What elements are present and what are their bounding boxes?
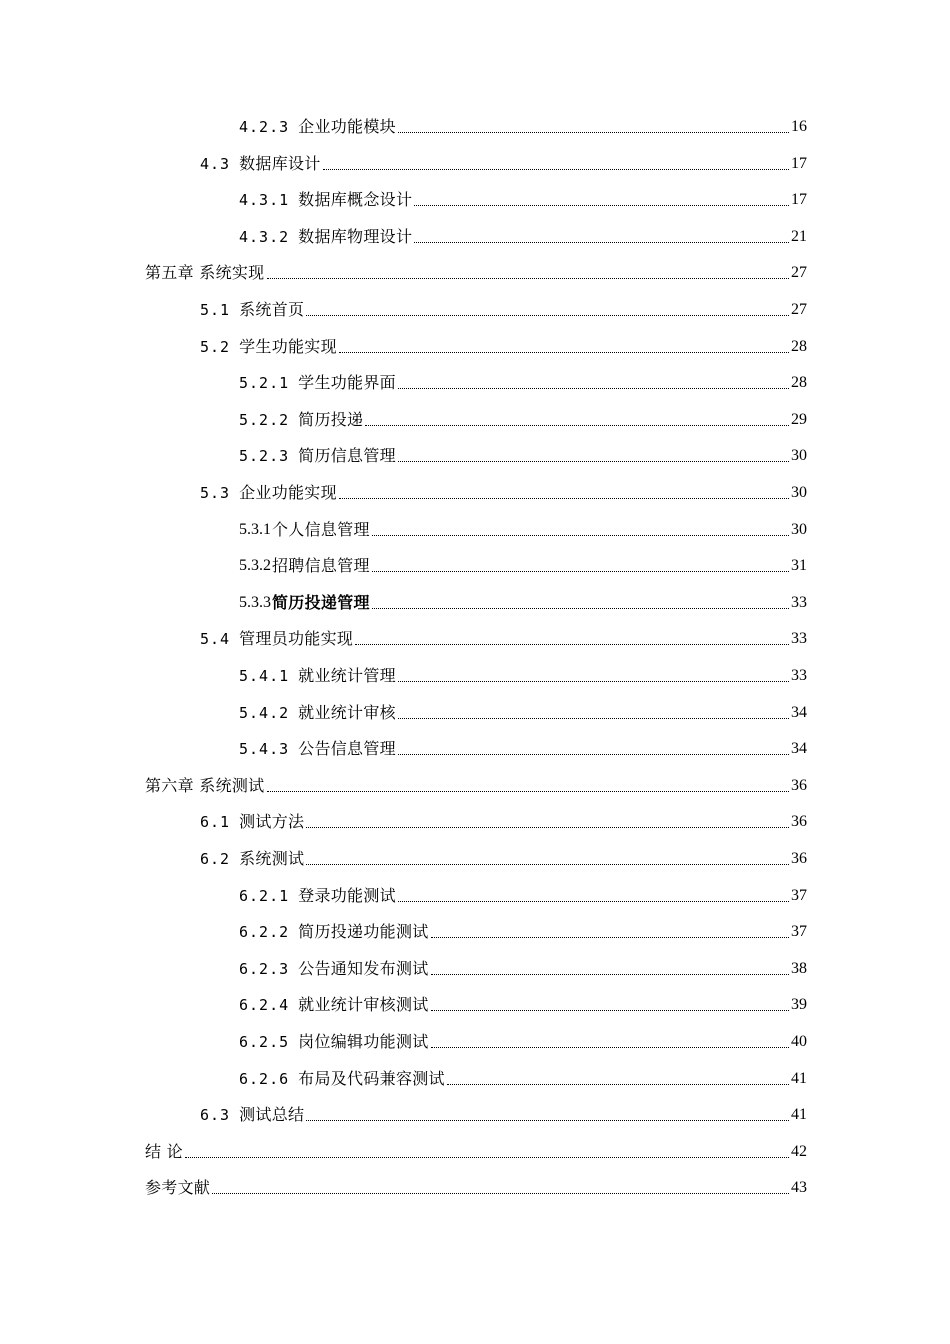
toc-entry-title: 学生功能界面 bbox=[298, 373, 396, 392]
toc-entry-page: 41 bbox=[791, 1070, 807, 1087]
toc-dot-leader bbox=[414, 205, 789, 206]
toc-dot-leader bbox=[306, 1120, 789, 1121]
toc-entry[interactable] bbox=[145, 262, 807, 284]
toc-entry-number: 5.4 bbox=[200, 630, 231, 648]
toc-dot-leader bbox=[212, 1193, 789, 1194]
toc-dot-leader bbox=[323, 169, 789, 170]
toc-entry-page: 28 bbox=[791, 338, 807, 355]
toc-entry-number: 5.4.1 bbox=[239, 667, 290, 685]
toc-dot-leader bbox=[398, 388, 789, 389]
toc-entry-number: 6.2 bbox=[200, 850, 231, 868]
toc-entry-page: 37 bbox=[791, 923, 807, 940]
toc-entry-page: 36 bbox=[791, 850, 807, 867]
toc-entry-title: 岗位编辑功能测试 bbox=[298, 1032, 429, 1051]
toc-entry[interactable] bbox=[239, 738, 807, 760]
toc-entry[interactable] bbox=[239, 921, 807, 943]
toc-dot-leader bbox=[267, 791, 790, 792]
toc-entry-title: 个人信息管理 bbox=[272, 520, 370, 539]
toc-entry-number: 6.2.1 bbox=[239, 887, 290, 905]
toc-entry-page: 36 bbox=[791, 813, 807, 830]
toc-entry-page: 33 bbox=[791, 630, 807, 647]
toc-entry-number: 5.4.3 bbox=[239, 740, 290, 758]
toc-dot-leader bbox=[431, 974, 789, 975]
toc-entry-title: 系统首页 bbox=[239, 300, 305, 319]
toc-dot-leader bbox=[355, 644, 789, 645]
toc-entry-title: 就业统计审核测试 bbox=[298, 995, 429, 1014]
toc-entry-page: 21 bbox=[791, 228, 807, 245]
toc-entry[interactable] bbox=[239, 665, 807, 687]
toc-entry-title: 数据库物理设计 bbox=[298, 227, 413, 246]
toc-dot-leader bbox=[398, 718, 789, 719]
toc-entry-page: 37 bbox=[791, 887, 807, 904]
toc-entry-title: 管理员功能实现 bbox=[239, 629, 354, 648]
toc-entry-number: 5.2.2 bbox=[239, 411, 290, 429]
toc-entry[interactable] bbox=[200, 628, 807, 650]
toc-entry-page: 34 bbox=[791, 740, 807, 757]
toc-entry-page: 17 bbox=[791, 155, 807, 172]
toc-entry[interactable] bbox=[239, 958, 807, 980]
toc-entry[interactable] bbox=[239, 994, 807, 1016]
toc-entry-page: 30 bbox=[791, 484, 807, 501]
toc-dot-leader bbox=[431, 1047, 789, 1048]
toc-entry-title: 简历信息管理 bbox=[298, 446, 396, 465]
toc-entry-title: 数据库概念设计 bbox=[298, 190, 413, 209]
toc-entry-number: 5.3.2 bbox=[239, 557, 271, 574]
toc-entry-number: 5.2.3 bbox=[239, 447, 290, 465]
toc-entry-page: 27 bbox=[791, 301, 807, 318]
toc-entry[interactable] bbox=[145, 775, 807, 797]
toc-entry-page: 16 bbox=[791, 118, 807, 135]
toc-dot-leader bbox=[398, 901, 789, 902]
toc-entry-title: 登录功能测试 bbox=[298, 886, 396, 905]
toc-dot-leader bbox=[372, 608, 789, 609]
toc-entry[interactable] bbox=[239, 372, 807, 394]
toc-entry-number: 4.2.3 bbox=[239, 118, 290, 136]
toc-entry-title: 学生功能实现 bbox=[239, 337, 337, 356]
toc-dot-leader bbox=[372, 535, 789, 536]
toc-entry[interactable] bbox=[239, 555, 807, 577]
toc-entry-title: 系统测试 bbox=[239, 849, 305, 868]
toc-entry-title: 企业功能实现 bbox=[239, 483, 337, 502]
toc-dot-leader bbox=[306, 827, 789, 828]
toc-entry-title: 企业功能模块 bbox=[298, 117, 396, 136]
toc-entry-number: 6.1 bbox=[200, 813, 231, 831]
toc-entry-title: 数据库设计 bbox=[239, 154, 321, 173]
toc-entry-number: 4.3 bbox=[200, 155, 231, 173]
toc-dot-leader bbox=[398, 461, 789, 462]
toc-entry-number: 5.3 bbox=[200, 484, 231, 502]
toc-entry-number: 5.1 bbox=[200, 301, 231, 319]
toc-entry-page: 38 bbox=[791, 960, 807, 977]
toc-dot-leader bbox=[339, 498, 789, 499]
toc-dot-leader bbox=[372, 571, 789, 572]
toc-entry[interactable] bbox=[200, 811, 807, 833]
toc-dot-leader bbox=[185, 1157, 789, 1158]
toc-entry-title: 公告信息管理 bbox=[298, 739, 396, 758]
toc-entry-title: 简历投递功能测试 bbox=[298, 922, 429, 941]
toc-entry-number: 6.2.3 bbox=[239, 960, 290, 978]
toc-entry-page: 29 bbox=[791, 411, 807, 428]
toc-entry[interactable] bbox=[239, 409, 807, 431]
toc-entry-title: 布局及代码兼容测试 bbox=[298, 1069, 445, 1088]
toc-entry[interactable] bbox=[145, 1141, 807, 1163]
toc-entry-number: 4.3.2 bbox=[239, 228, 290, 246]
toc-entry-number: 5.2 bbox=[200, 338, 231, 356]
toc-entry-number: 6.2.5 bbox=[239, 1033, 290, 1051]
toc-dot-leader bbox=[339, 352, 789, 353]
toc-entry-number: 5.2.1 bbox=[239, 374, 290, 392]
toc-entry-title: 就业统计管理 bbox=[298, 666, 396, 685]
toc-entry[interactable] bbox=[239, 519, 807, 541]
toc-entry-title: 简历投递 bbox=[298, 410, 364, 429]
toc-entry-number: 5.3.1 bbox=[239, 521, 271, 538]
toc-entry-page: 40 bbox=[791, 1033, 807, 1050]
toc-entry-title: 公告通知发布测试 bbox=[298, 959, 429, 978]
toc-entry[interactable] bbox=[239, 885, 807, 907]
toc-entry[interactable] bbox=[239, 189, 807, 211]
toc-entry[interactable] bbox=[200, 848, 807, 870]
toc-entry-page: 43 bbox=[791, 1179, 807, 1196]
toc-dot-leader bbox=[306, 315, 789, 316]
toc-entry-number: 5.4.2 bbox=[239, 704, 290, 722]
toc-dot-leader bbox=[365, 425, 789, 426]
toc-entry-number: 6.2.6 bbox=[239, 1070, 290, 1088]
toc-entry-page: 41 bbox=[791, 1106, 807, 1123]
toc-entry-title: 参考文献 bbox=[145, 1178, 211, 1197]
toc-entry-number: 6.3 bbox=[200, 1106, 231, 1124]
toc-entry-title: 测试方法 bbox=[239, 812, 305, 831]
toc-dot-leader bbox=[306, 864, 789, 865]
toc-entry[interactable] bbox=[239, 702, 807, 724]
toc-entry[interactable] bbox=[239, 445, 807, 467]
toc-entry[interactable] bbox=[200, 153, 807, 175]
toc-dot-leader bbox=[398, 132, 789, 133]
toc-entry[interactable] bbox=[200, 336, 807, 358]
toc-entry-page: 30 bbox=[791, 447, 807, 464]
toc-entry[interactable] bbox=[200, 1104, 807, 1126]
toc-entry[interactable] bbox=[145, 1177, 807, 1199]
toc-dot-leader bbox=[398, 681, 789, 682]
toc-entry-title: 简历投递管理 bbox=[272, 593, 370, 612]
toc-entry[interactable] bbox=[239, 116, 807, 138]
toc-entry-page: 30 bbox=[791, 521, 807, 538]
toc-dot-leader bbox=[414, 242, 789, 243]
toc-entry-page: 39 bbox=[791, 996, 807, 1013]
toc-dot-leader bbox=[431, 1010, 789, 1011]
toc-entry-number: 6.2.4 bbox=[239, 996, 290, 1014]
toc-entry-page: 28 bbox=[791, 374, 807, 391]
toc-dot-leader bbox=[447, 1084, 789, 1085]
toc-entry[interactable] bbox=[200, 482, 807, 504]
toc-entry-number: 6.2.2 bbox=[239, 923, 290, 941]
toc-dot-leader bbox=[431, 937, 789, 938]
toc-entry[interactable] bbox=[239, 1031, 807, 1053]
toc-entry[interactable] bbox=[239, 1068, 807, 1090]
toc-dot-leader bbox=[267, 278, 790, 279]
toc-entry-number: 4.3.1 bbox=[239, 191, 290, 209]
toc-entry-page: 31 bbox=[791, 557, 807, 574]
toc-entry-title: 就业统计审核 bbox=[298, 703, 396, 722]
toc-entry-page: 33 bbox=[791, 667, 807, 684]
toc-entry-page: 33 bbox=[791, 594, 807, 611]
toc-entry-title: 招聘信息管理 bbox=[272, 556, 370, 575]
toc-entry-page: 27 bbox=[791, 264, 807, 281]
toc-entry[interactable] bbox=[239, 226, 807, 248]
toc-entry-page: 42 bbox=[791, 1143, 807, 1160]
toc-entry-page: 36 bbox=[791, 777, 807, 794]
toc-entry[interactable] bbox=[200, 299, 807, 321]
toc-entry-page: 34 bbox=[791, 704, 807, 721]
toc-entry-number: 5.3.3 bbox=[239, 594, 271, 611]
toc-entry-title: 第六章 系统测试 bbox=[145, 776, 265, 795]
toc-entry-title: 结 论 bbox=[145, 1142, 183, 1161]
toc-entry[interactable] bbox=[239, 592, 807, 614]
toc-entry-title: 第五章 系统实现 bbox=[145, 263, 265, 282]
toc-entry-title: 测试总结 bbox=[239, 1105, 305, 1124]
toc-dot-leader bbox=[398, 754, 789, 755]
toc-entry-page: 17 bbox=[791, 191, 807, 208]
